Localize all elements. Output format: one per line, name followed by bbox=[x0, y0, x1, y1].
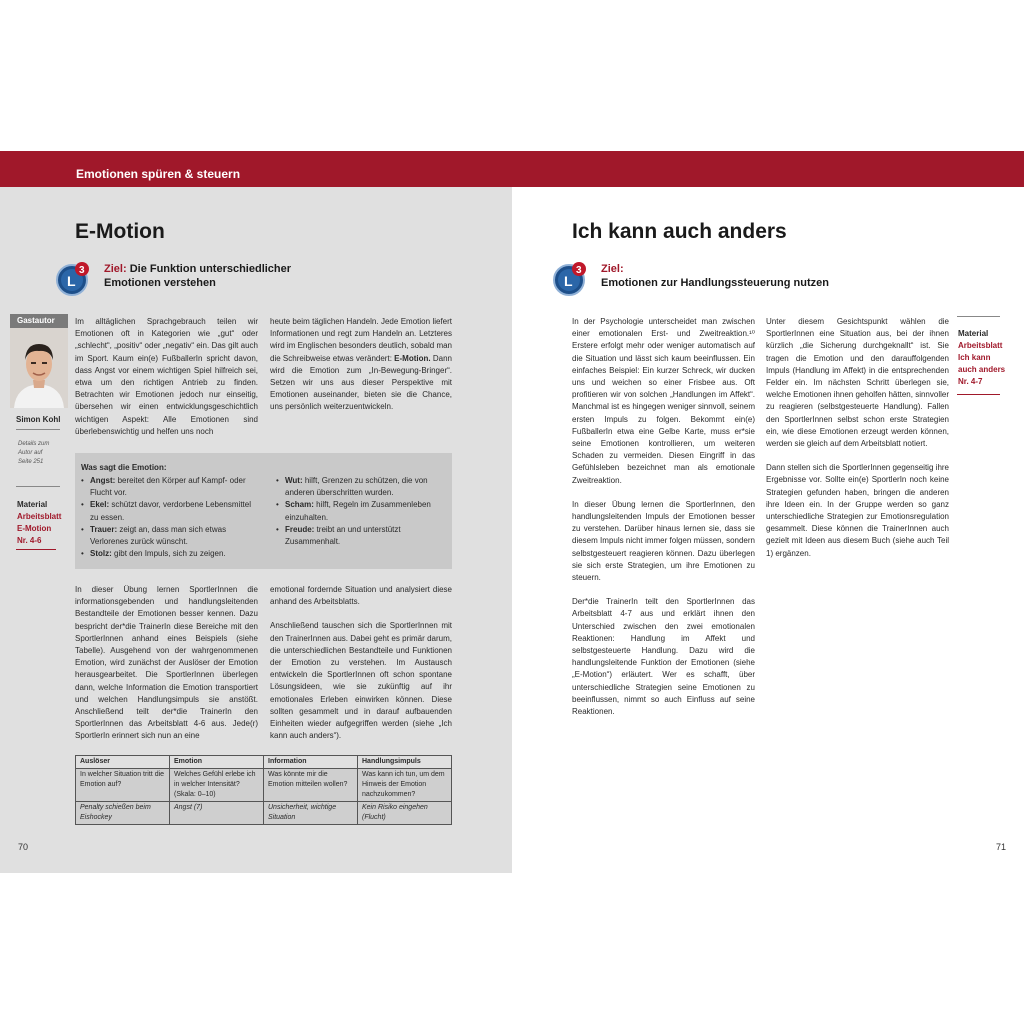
guest-author-tag: Gastautor bbox=[10, 314, 68, 328]
table-cell: Was kann ich tun, um dem Hinweis der Emotion nachzukommen? bbox=[358, 769, 452, 802]
divider bbox=[957, 316, 1000, 317]
goal-left bbox=[104, 262, 291, 290]
emotion-table bbox=[75, 755, 452, 825]
paragraph: emotional fordernde Situation und analysiert diese anhand des Arbeitsblatts. bbox=[270, 585, 452, 607]
page-number-left: 70 bbox=[18, 842, 29, 852]
intro-text-a: heute beim täglichen Handeln. Jede Emotion liefert Informationen und regt zum Handeln an. Letzteres wird im Englischen besonders deutlich, sobald man die Schreibweise etwas verändert: bbox=[270, 317, 452, 363]
paragraph: In der Psychologie unterscheidet man zwischen einer emotionalen Erst- und Zweitreaktion.¹⁰ Erstere erfolgt mehr oder weniger automatisch auf die Situation und lässt sich kaum beeinflussen. Ein einfaches Beispiel: Ein kurzer Schreck, wir ducken uns und weichen so einer Frisbee aus. Oft profitieren wir von solchen „Handlungen im Affekt“. Manchmal ist es hingegen weniger sinnvoll, seinem ersten Impuls zu folgen. Bekommt ein(e) FußballerIn etwa eine Gelbe Karte, muss er*sie seine Emotionen kontrollieren, um weiteren Schaden zu vermeiden. Diesen Eingriff in das Gefühlsleben bezeichnet man als emotionale Zweitreaktion. bbox=[572, 317, 755, 485]
divider bbox=[16, 549, 56, 550]
author-note bbox=[18, 440, 49, 467]
table-header: Auslöser bbox=[76, 756, 170, 769]
paragraph: In dieser Übung lernen die SportlerInnen, den handlungsleitenden Impuls der Emotionen besser zu verstehen. Darüber hinaus lernen sie, dass sie diesem Impuls nicht immer folgen müssen, sondern selbstgesteuert reagieren können. Dazu überlegen sie sich erste Strategien, um ihre Emotionen zu steuern. bbox=[572, 499, 755, 583]
table-cell: Was könnte mir die Emotion mitteilen wollen? bbox=[264, 769, 358, 802]
material-line: E-Motion bbox=[17, 524, 52, 533]
divider bbox=[16, 429, 60, 430]
list-item: • Angst: bereitet den Körper auf Kampf- oder Flucht vor. bbox=[81, 475, 261, 499]
table-cell: Angst (7) bbox=[170, 802, 264, 825]
paragraph: Dann stellen sich die SportlerInnen gegenseitig ihre Ergebnisse vor. Sollte ein(e) SportlerIn noch keine Strategien gefunden haben, bringen die anderen ihre Ideen ein. In der Gruppe werden so ganz unterschiedliche Strategien zur Emotionsregulation gesammelt. Diese können die TrainerInnen auch gezielt mit Ideen aus diesem Buch (siehe auch Teil 1) ergänzen. bbox=[766, 463, 949, 558]
table-cell: Penalty schießen beim Eishockey bbox=[76, 802, 170, 825]
material-line: Arbeitsblatt bbox=[17, 512, 62, 521]
goal-line2: Emotionen verstehen bbox=[104, 277, 216, 289]
paragraph: Anschließend tauschen sich die SportlerInnen mit den TrainerInnen aus. Dabei geht es primär darum, die unterschiedlichen Bestandteile und Funktionen der Emotion zu verstehen. Im Austausch entwickeln die SportlerInnen oft schon spontane Lösungsideen, wie sie zukünftig auf ihr emotionales Erleben einwirken können. Diese sollten gesammelt und in darauf aufbauenden Einheiten wieder aufgegriffen werden (siehe „Ich kann auch anders“). bbox=[270, 621, 452, 741]
svg-text:L: L bbox=[67, 273, 76, 289]
material-left bbox=[17, 499, 61, 547]
page-title-left: E-Motion bbox=[75, 220, 165, 243]
intro-col2 bbox=[270, 316, 452, 414]
svg-text:L: L bbox=[564, 273, 573, 289]
material-right bbox=[958, 328, 1005, 388]
box-list-left bbox=[81, 475, 261, 560]
page-number-right: 71 bbox=[996, 842, 1007, 852]
box-title: Was sagt die Emotion: bbox=[81, 463, 167, 472]
author-portrait-icon bbox=[10, 328, 68, 408]
main-col2 bbox=[270, 584, 452, 754]
author-photo bbox=[10, 328, 68, 408]
list-item: • Stolz: gibt den Impuls, sich zu zeigen. bbox=[81, 548, 261, 560]
level-badge-icon bbox=[55, 261, 91, 297]
table-row bbox=[76, 802, 452, 825]
table-header: Handlungsimpuls bbox=[358, 756, 452, 769]
list-item: • Trauer: zeigt an, dass man sich etwas Verlorenes zurück wünscht. bbox=[81, 524, 261, 548]
author-name: Simon Kohl bbox=[16, 415, 61, 424]
table-cell: Kein Risiko eingehen (Flucht) bbox=[358, 802, 452, 825]
table-header: Emotion bbox=[170, 756, 264, 769]
author-note-line: Details zum bbox=[18, 441, 50, 447]
intro-text-b: Dann wird die Emotion zum „In-Bewegung-Bringer“. Setzen wir uns aus dieser Perspektive mit Emotionen auseinander, bieten sie die Chance, uns persönlich weiterzuentwickeln. bbox=[270, 353, 452, 412]
paragraph: Der*die TrainerIn teilt den SportlerInnen das Arbeitsblatt 4-7 aus und erklärt ihnen den Unterschied zwischen den zwei emotionalen Reaktionen: Handlung im Affekt und selbstgesteuerte Handlung. Dazu wird die handlungsleitende Funktion der Emotionen (siehe „E-Motion“) erläutert. Wer es schafft, über unterschiedliche Strategien seine Emotionen zu beeinflussen, nimmt so auch Einfluss auf seine Reaktionen. bbox=[572, 597, 755, 717]
material-heading: Material bbox=[958, 329, 989, 338]
material-line: Nr. 4-7 bbox=[958, 377, 983, 386]
author-note-line: Autor auf bbox=[18, 450, 43, 456]
material-line: Arbeitsblatt bbox=[958, 341, 1003, 350]
table-cell: In welcher Situation tritt die Emotion auf? bbox=[76, 769, 170, 802]
list-item: • Scham: hilft, Regeln im Zusammenleben einzuhalten. bbox=[276, 499, 444, 523]
goal-label: Ziel: bbox=[601, 263, 624, 275]
paragraph: Unter diesem Gesichtspunkt wählen die SportlerInnen eine Situation aus, bei der ihnen kürzlich „die Sicherung durchgeknallt“ ist. Sie tragen die Emotion und den darauffolgenden Impuls (Handlung im Affekt) in die entsprechenden Felder ein. Im nächsten Schritt überlegen sie, welche Emotionen ihnen geholfen hätten, sinnvoller zu reagieren (selbstgesteuerte Handlung). Fallen den SportlerInnen selbst schon erste Strategien ein, wie diese Emotionen erzeugt werden können, werden sie gleich auf dem Arbeitsblatt notiert. bbox=[766, 317, 949, 449]
table-header-row bbox=[76, 756, 452, 769]
table-cell: Unsicherheit, wichtige Situation bbox=[264, 802, 358, 825]
list-item: • Freude: treibt an und unterstützt Zusammenhalt. bbox=[276, 524, 444, 548]
table-header: Information bbox=[264, 756, 358, 769]
right-col1 bbox=[572, 316, 755, 730]
goal-label: Ziel: bbox=[104, 263, 127, 275]
page-title-right: Ich kann auch anders bbox=[572, 220, 787, 243]
main-col1: In dieser Übung lernen SportlerInnen die informationsgebenden und handlungsleitenden Bestandteile der Emotionen besser kennen. Dazu bespricht der*die TrainerIn diese Bereiche mit den SportlerInnen anhand eines Beispiels (siehe Tabelle). Ausgehend von der wahrgenommenen Emotion, wird zunächst der Auslöser der Emotion herausgearbeitet. Die SportlerInnen überlegen dann, welche Information die Emotion transportiert und welchen Handlungsimpuls sie anstößt. Anschließend teilt der*die TrainerIn den SportlerInnen das Arbeitsblatt 4-6 aus. Jede(r) SportlerIn erinnert sich nun an eine bbox=[75, 585, 258, 741]
right-col2 bbox=[766, 316, 949, 572]
table-cell: Welches Gefühl erlebe ich in welcher Intensität? (Skala: 0–10) bbox=[170, 769, 264, 802]
author-note-line: Seite 251 bbox=[18, 459, 44, 465]
divider bbox=[957, 394, 1000, 395]
intro-col1: Im alltäglichen Sprachgebrauch teilen wir Emotionen oft in Kategorien wie „gut“ oder „schlecht“, „positiv“ oder „negativ“ ein. Das gilt auch im Sport. Kaum ein(e) FußballerIn spricht davon, dass Angst vor einem wichtigen Spiel hilfreich sei, etwa um den richtigen Antrieb zu finden. Betrachten wir Emotionen jedoch nur einseitig, übersehen wir einen entwicklungsgeschichtlich wichtigen Aspekt: Alle Emotionen sind überlebenswichtig und helfen uns noch bbox=[75, 317, 258, 436]
material-heading: Material bbox=[17, 500, 48, 509]
material-line: Nr. 4-6 bbox=[17, 536, 42, 545]
goal-right bbox=[601, 262, 829, 290]
list-item: • Wut: hilft, Grenzen zu schützen, die von anderen überschritten wurden. bbox=[276, 475, 444, 499]
goal-line2: Emotionen zur Handlungssteuerung nutzen bbox=[601, 277, 829, 289]
svg-text:3: 3 bbox=[79, 265, 85, 276]
divider bbox=[16, 486, 60, 487]
chapter-title: Emotionen spüren & steuern bbox=[76, 167, 241, 181]
level-badge-icon bbox=[552, 261, 588, 297]
intro-text-bold: E-Motion. bbox=[394, 353, 431, 363]
list-item: • Ekel: schützt davor, verdorbene Lebensmittel zu essen. bbox=[81, 499, 261, 523]
material-line: auch anders bbox=[958, 365, 1006, 374]
box-list-right bbox=[276, 475, 444, 548]
table-row bbox=[76, 769, 452, 802]
svg-text:3: 3 bbox=[576, 265, 582, 276]
material-line: Ich kann bbox=[958, 353, 991, 362]
goal-line1: Die Funktion unterschiedlicher bbox=[129, 263, 292, 275]
